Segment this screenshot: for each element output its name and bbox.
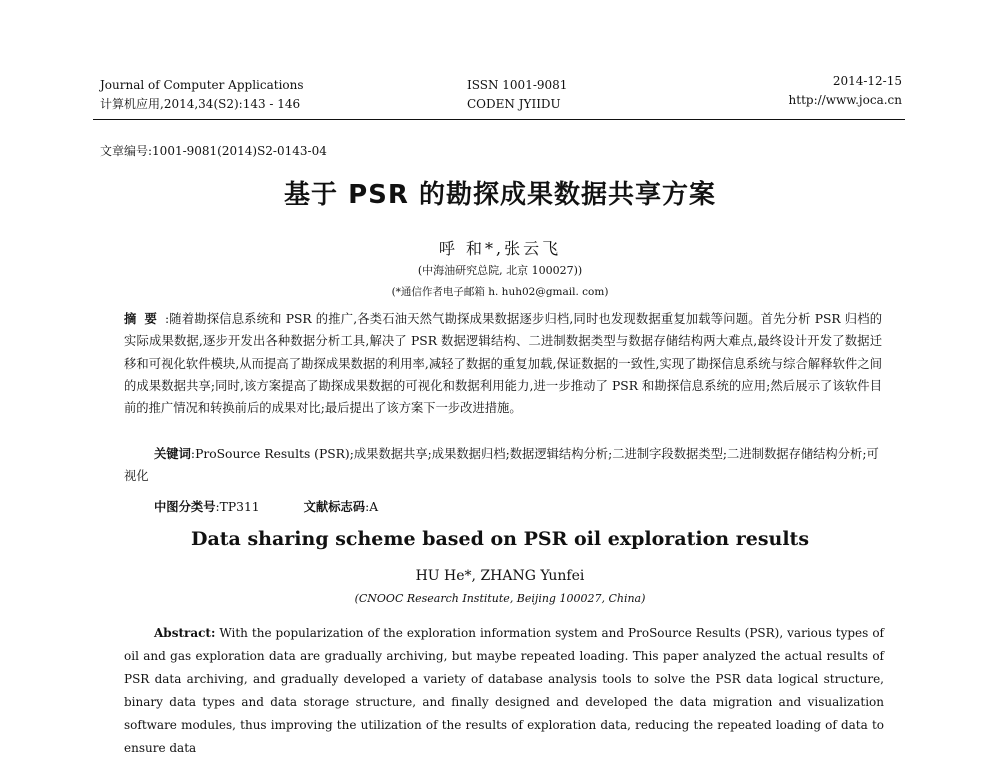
abstract-label-en: Abstract:	[154, 626, 216, 640]
issn: ISSN 1001-9081	[467, 78, 568, 92]
journal-url[interactable]: http://www.joca.cn	[788, 93, 902, 107]
coden: CODEN JYIIDU	[467, 97, 561, 111]
document-code-label: 文献标志码	[303, 500, 366, 514]
abstract-text-cn: 随着勘探信息系统和 PSR 的推广,各类石油天然气勘探成果数据逐步归档,同时也发现数据重复加载等问题。首先分析 PSR 归档的实际成果数据,逐步开发出各种数据分析工具,解决了 PSR 数据逻辑结构、二进制数据类型与数据存储结构两大难点,最终设计开发了数据迁移和可视化软件模块,从而提高了勘探成果数据的利用率,减轻了数据的重复加载,保证数据的一致性,实现了勘探信息系统与综合解释软件之间的成果数据共享;同时,该方案提高了勘探成果数据的可视化和数据利用能力,进一步推动了 PSR 和勘探信息系统的应用;然后展示了该软件目前的推广情况和转换前后的成果对比;最后提出了该方案下一步改进措施。	[124, 312, 882, 416]
publication-date: 2014-12-15	[832, 74, 902, 88]
header-rule	[93, 119, 905, 120]
abstract-sep-cn: :	[164, 312, 170, 326]
affiliation-english: (CNOOC Research Institute, Beijing 100027, China)	[354, 592, 646, 605]
clc-label: 中图分类号	[154, 500, 216, 514]
clc-value: :TP311	[215, 500, 260, 514]
title-chinese: 基于 PSR 的勘探成果数据共享方案	[284, 180, 716, 210]
corresponding-email: (*通信作者电子邮箱 h. huh02@gmail. com)	[391, 286, 609, 298]
journal-name-cn: 计算机应用,2014,34(S2):143 - 146	[100, 97, 301, 111]
abstract-chinese	[124, 308, 882, 419]
journal-name-en: Journal of Computer Applications	[100, 78, 304, 92]
abstract-label-cn: 摘要	[124, 312, 165, 326]
journal-date-url	[789, 72, 902, 110]
keywords-label-cn: 关键词	[154, 447, 191, 461]
journal-header	[0, 70, 1000, 120]
affiliation-chinese: (中海油研究总院, 北京 100027))	[417, 264, 583, 277]
article-number: 文章编号:1001-9081(2014)S2-0143-04	[100, 144, 327, 158]
authors-chinese: 呼 和*,张云飞	[438, 239, 562, 258]
journal-codes	[467, 76, 567, 114]
journal-citation	[100, 76, 304, 114]
abstract-text-en: With the popularization of the exploration information system and ProSource Results (PSR), various types of oil and gas exploration data are gradually archiving, but maybe repeated loading. This paper analyzed the actual results of PSR data archiving, and gradually developed a variety of database analysis tools to solve the PSR data logical structure, binary data types and data storage structure, and finally designed and developed the data migration and visualization software modules, thus improving the utilization of the results of exploration data, reducing the repeated loading of data to ensure data	[124, 626, 884, 755]
classification-line	[154, 497, 378, 515]
keywords-text-cn: ProSource Results (PSR);成果数据共享;成果数据归档;数据逻辑结构分析;二进制字段数据类型;二进制数据存储结构分析;可视化	[124, 447, 879, 484]
abstract-english	[124, 622, 884, 760]
keywords-chinese	[124, 443, 882, 488]
title-english: Data sharing scheme based on PSR oil exploration results	[190, 528, 810, 550]
authors-english: HU He*, ZHANG Yunfei	[415, 568, 585, 584]
document-code-value: :A	[365, 500, 379, 514]
keywords-sep-cn: :	[190, 447, 196, 461]
